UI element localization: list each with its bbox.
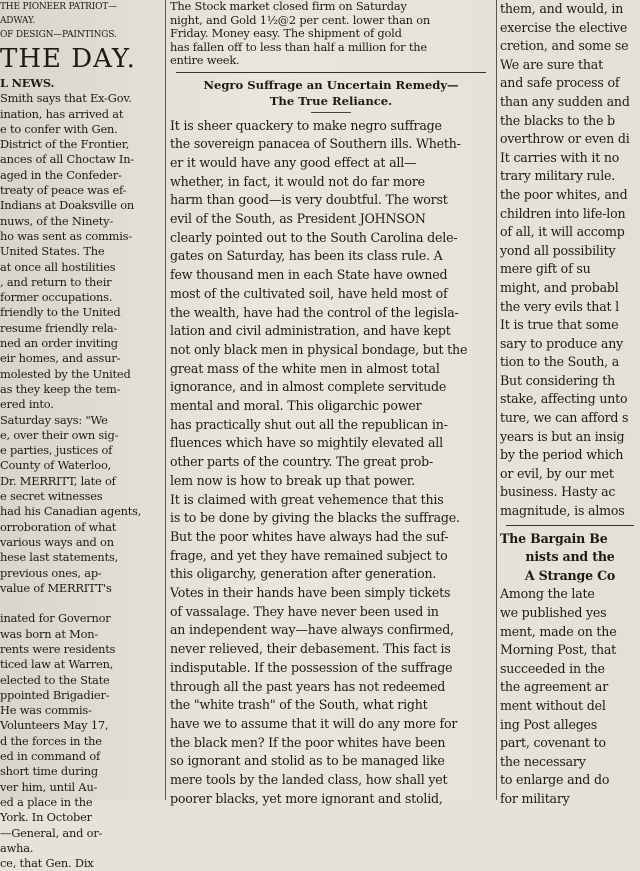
right-article-body — [500, 585, 640, 808]
text-line: indisputable. If the possession of the suffrage — [170, 659, 453, 675]
text-line: value of MERRITT's — [0, 580, 112, 595]
text-line: has fallen off to less than half a million for the — [170, 39, 427, 54]
text-line: United States. The — [0, 244, 105, 259]
article-subheadline: The True Reliance. — [269, 93, 393, 108]
text-line: children into life-lon — [500, 205, 626, 221]
text-line: He was commis- — [0, 703, 92, 718]
text-line: It is sheer quackery to make negro suffrage — [170, 117, 442, 133]
text-line: orroboration of what — [0, 519, 117, 534]
text-line: various ways and on — [0, 534, 114, 549]
text-line: exercise the elective — [500, 19, 628, 35]
text-line: evil of the South, as President JOHNSON — [170, 211, 426, 227]
text-line: cretion, and some se — [500, 38, 629, 54]
right-column — [500, 0, 640, 806]
text-line: OF DESIGN—PAINTINGS. — [0, 30, 117, 40]
text-line: treaty of peace was ef- — [0, 183, 127, 198]
text-line: rents were residents — [0, 641, 116, 656]
text-line: But considering th — [500, 372, 615, 388]
text-line: ce, that Gen. Dix — [0, 856, 94, 871]
text-line: might, and probabl — [500, 279, 619, 295]
text-line: yond all possibility — [500, 242, 616, 258]
text-line: sary to produce any — [500, 335, 624, 351]
text-line: stake, affecting unto — [500, 391, 628, 407]
column-rule — [496, 0, 497, 800]
text-line: resume friendly rela- — [0, 320, 118, 335]
text-line: Among the late — [500, 586, 595, 602]
text-line: e, over their own sig- — [0, 427, 119, 442]
text-line: by the period which — [500, 447, 624, 463]
text-line — [0, 596, 160, 611]
left-column — [0, 0, 160, 871]
text-line: to enlarge and do — [500, 772, 610, 788]
text-line: eir homes, and assur- — [0, 351, 121, 366]
text-line: , and return to their — [0, 274, 112, 289]
text-line: elected to the State — [0, 672, 110, 687]
text-line: ture, we can afford s — [500, 410, 629, 426]
text-line: ered into. — [0, 397, 54, 412]
text-line: But the poor whites have always had the suf- — [170, 528, 449, 544]
text-line: ed a place in the — [0, 794, 93, 809]
text-line: the necessary — [500, 753, 586, 769]
text-line: had his Canadian agents, — [0, 504, 142, 519]
text-line: mental and moral. This oligarchic power — [170, 398, 422, 414]
text-line: e to confer with Gen. — [0, 121, 118, 136]
text-line: ppointed Brigadier- — [0, 687, 110, 702]
text-line: most of the cultivated soil, have held most of — [170, 285, 448, 301]
text-line: previous ones, ap- — [0, 565, 102, 580]
text-line: fluences which have so mightily elevated all — [170, 435, 443, 451]
text-line: THE DAY. — [0, 44, 136, 74]
text-line: other parts of the country. The great prob- — [170, 454, 434, 470]
text-line: overthrow or even di — [500, 131, 630, 147]
text-line: District of the Frontier, — [0, 137, 130, 152]
text-line: ment, made on the — [500, 623, 617, 639]
text-line: through all the past years has not redeemed — [170, 678, 446, 694]
text-line: as they keep the tem- — [0, 381, 121, 396]
text-line: Friday. Money easy. The shipment of gold — [170, 26, 402, 40]
text-line: the agreement ar — [500, 679, 609, 695]
text-line: Smith says that Ex-Gov. — [0, 91, 132, 106]
text-line: Dr. MERRITT, late of — [0, 473, 116, 488]
text-line: ned an order inviting — [0, 336, 118, 351]
headline-rule — [311, 112, 351, 113]
text-line: inated for Governor — [0, 611, 111, 626]
text-line: gates on Saturday, has been its class rule. A — [170, 248, 443, 264]
right-subheadline: A Strange Co — [524, 567, 616, 583]
text-line: clearly pointed out to the South Carolina dele- — [170, 229, 458, 245]
text-line: ver him, until Au- — [0, 779, 98, 794]
text-line: them, and would, in — [500, 1, 624, 16]
text-line: succeeded in the — [500, 660, 605, 676]
text-line: part, covenant to — [500, 735, 606, 751]
text-line: lation and civil administration, and have kept — [170, 323, 451, 339]
text-line: THE PIONEER PATRIOT— — [0, 2, 117, 12]
text-line: not only black men in physical bondage, but the — [170, 341, 468, 357]
text-line: er it would have any good effect at all— — [170, 154, 417, 170]
text-line: trary military rule. — [500, 168, 616, 184]
text-line: and safe process of — [500, 75, 620, 91]
text-line: mere tools by the landed class, how shall yet — [170, 772, 448, 788]
stock-market-paragraph — [170, 0, 492, 68]
text-line: whether, in fact, it would not do far more — [170, 173, 425, 189]
article-headline: Negro Suffrage an Uncertain Remedy— — [203, 77, 459, 92]
text-line: We are sure that — [500, 56, 603, 72]
text-line: It is true that some — [500, 317, 619, 333]
text-line: night, and Gold 1½@2 per cent. lower than on — [170, 12, 431, 27]
text-line: than any sudden and — [500, 93, 630, 109]
text-line: never relieved, their debasement. This fact is — [170, 641, 451, 657]
text-line: mere gift of su — [500, 261, 591, 277]
text-line: was born at Mon- — [0, 626, 99, 641]
text-line: ing Post alleges — [500, 716, 598, 732]
text-line: of all, it will accomp — [500, 224, 625, 240]
text-line: the blacks to the b — [500, 112, 615, 128]
text-line: have we to assume that it will do any more for — [170, 716, 458, 731]
right-headline: The Bargain Be — [500, 530, 608, 546]
text-line: harm than good—is very doubtful. The worst — [170, 192, 448, 208]
text-line: It is claimed with great vehemence that this — [170, 491, 444, 507]
middle-column — [170, 0, 492, 806]
right-article-body — [500, 0, 640, 521]
text-line: e secret witnesses — [0, 489, 103, 504]
text-line: former occupations. — [0, 290, 113, 305]
text-line: ination, has arrived at — [0, 106, 124, 121]
right-headline: nists and the — [525, 549, 615, 565]
text-line: Votes in their hands have been simply tickets — [170, 585, 451, 601]
text-line: years is but an insig — [500, 428, 625, 444]
text-line: L NEWS. — [0, 76, 55, 90]
text-line: tion to the South, a — [500, 354, 620, 370]
text-line: the sovereign panacea of Southern ills. Wheth- — [170, 136, 461, 152]
text-line: has practically shut out all the republican in- — [170, 416, 448, 432]
text-line: aged in the Confeder- — [0, 167, 122, 182]
text-line: Indians at Doaksville on — [0, 198, 135, 213]
text-line: ho was sent as commis- — [0, 228, 132, 243]
text-line: so ignorant and stolid as to be managed like — [170, 753, 445, 769]
text-line: is to be done by giving the blacks the suffrage. — [170, 510, 460, 526]
text-line: ADWAY. — [0, 16, 36, 26]
text-line: business. Hasty ac — [500, 484, 616, 500]
text-line: York. In October — [0, 810, 92, 825]
text-line: the very evils that l — [500, 298, 619, 314]
text-line: this oligarchy, generation after generation. — [170, 566, 437, 582]
text-line: The Stock market closed firm on Saturday — [170, 0, 407, 13]
text-line: few thousand men in each State have owned — [170, 267, 448, 283]
text-line: magnitude, is almos — [500, 503, 625, 519]
text-line: Saturday says: "We — [0, 412, 108, 427]
text-line: ignorance, and in almost complete servitude — [170, 379, 447, 395]
text-line: poorer blacks, yet more ignorant and stolid, — [170, 790, 443, 806]
text-line: —General, and or- — [0, 825, 103, 840]
text-line: molested by the United — [0, 366, 131, 381]
text-line: the black men? If the poor whites have been — [170, 734, 446, 750]
text-line: It carries with it no — [500, 149, 620, 165]
text-line: short time during — [0, 764, 99, 779]
text-line: ances of all Choctaw In- — [0, 152, 135, 167]
text-line: entire week. — [170, 53, 240, 67]
text-line: frage, and yet they have remained subject to — [170, 547, 448, 563]
text-line: ment without del — [500, 697, 606, 713]
text-line: d the forces in the — [0, 733, 102, 748]
text-line: or evil, by our met — [500, 465, 614, 481]
text-line: hese last statements, — [0, 550, 119, 565]
text-line: the wealth, have had the control of the legisla- — [170, 304, 459, 320]
text-line: friendly to the United — [0, 305, 121, 320]
text-line: the "white trash" of the South, what right — [170, 697, 428, 713]
text-line: the poor whites, and — [500, 186, 628, 202]
column-rule — [165, 0, 166, 800]
text-line: Morning Post, that — [500, 642, 617, 658]
text-line: ed in command of — [0, 749, 101, 764]
article-divider — [506, 525, 634, 526]
text-line: County of Waterloo, — [0, 458, 112, 473]
text-line: Volunteers May 17, — [0, 718, 109, 733]
text-line: awha. — [0, 840, 34, 855]
text-line: nuws, of the Ninety- — [0, 213, 114, 228]
text-line: for military — [500, 790, 570, 806]
text-line: of vassalage. They have never been used in — [170, 603, 439, 619]
text-line: at once all hostilities — [0, 259, 116, 274]
text-line: we published yes — [500, 605, 607, 620]
text-line: an independent way—have always confirmed, — [170, 622, 454, 638]
text-line: great mass of the white men in almost total — [170, 360, 440, 376]
text-line: ticed law at Warren, — [0, 657, 114, 672]
article-divider — [176, 72, 486, 73]
article-body — [170, 117, 492, 809]
text-line: e parties, justices of — [0, 443, 113, 458]
text-line: lem now is how to break up that power. — [170, 472, 416, 488]
